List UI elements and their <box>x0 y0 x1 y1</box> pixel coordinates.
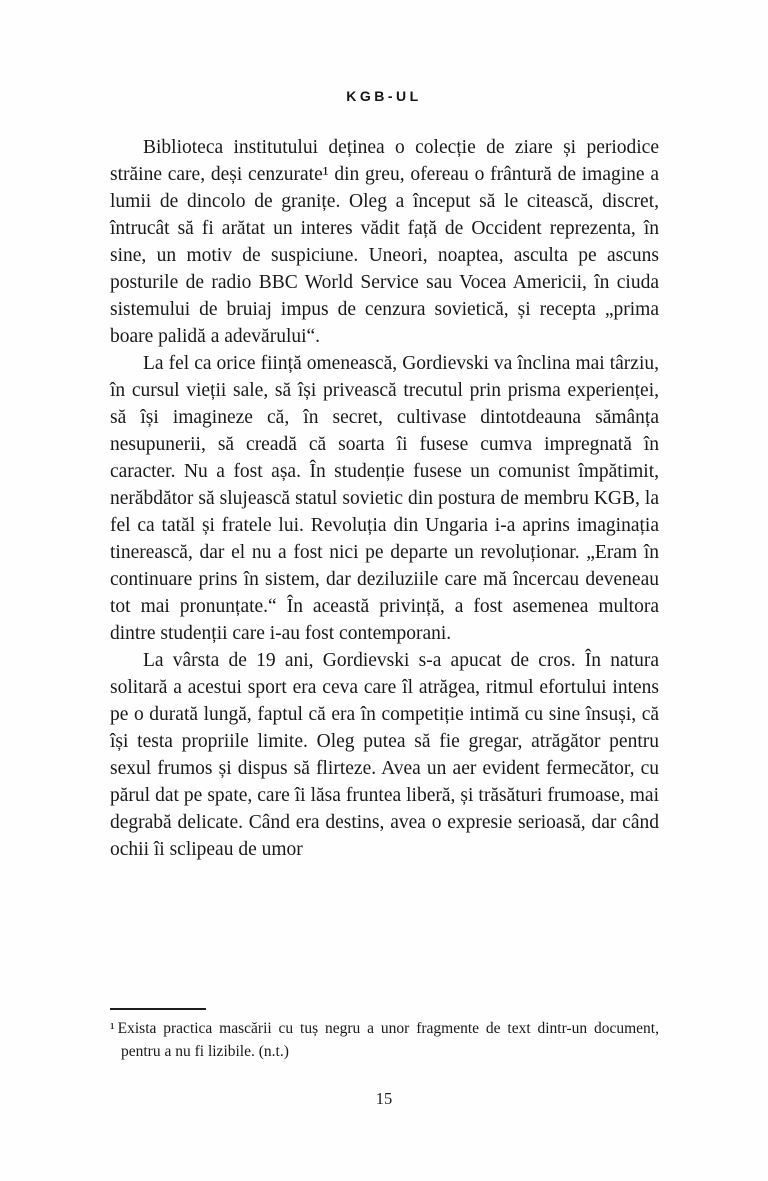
footnote-marker: ¹ <box>110 1020 115 1037</box>
body-text-block <box>110 134 659 863</box>
page-number: 15 <box>375 1089 393 1108</box>
footnote <box>110 1017 659 1063</box>
footnote-area <box>110 1008 659 1063</box>
paragraph: La fel ca orice ființă omenească, Gordievski va înclina mai târziu, în cursul vieții sale, să își privească trecutul prin prisma experienței, să își imagineze că, în secret, cultivase dintotdeauna sămânța nesupunerii, să creadă că soarta îi fusese cumva impregnată în caracter. Nu a fost așa. În studenție fusese un comunist împătimit, nerăbdător să slujească statul sovietic din postura de membru KGB, la fel ca tatăl și fratele lui. Revoluția din Ungaria i-a aprins imaginația tinerească, dar el nu a fost nici pe departe un revoluționar. „Eram în continuare prins în sistem, dar deziluziile care mă încercau deveneau tot mai pronunțate.“ În această privință, a fost asemenea multora dintre studenții care i-au fost contemporani. <box>110 353 659 644</box>
paragraph: Biblioteca institutului deținea o colecție de ziare și periodice străine care, deși cenzurate¹ din greu, ofereau o frântură de imagine a lumii de dincolo de granițe. Oleg a început să le citească, discret, întrucât să fi arătat un interes vădit față de Occident reprezenta, în sine, un motiv de suspiciune. Uneori, noaptea, asculta pe ascuns posturile de radio BBC World Service sau Vocea Americii, în ciuda sistemului de bruiaj impus de cenzura sovietică, și recepta „prima boare palidă a adevărului“. <box>110 137 659 347</box>
paragraph: La vârsta de 19 ani, Gordievski s-a apucat de cros. În natura solitară a acestui sport era ceva care îl atrăgea, ritmul efortului intens pe o durată lungă, faptul că era în competiție intimă cu sine însuși, că își testa propriile limite. Oleg putea să fie gregar, atrăgător pentru sexul frumos și dispus să flirteze. Avea un aer evident fermecător, cu părul dat pe spate, care îi lăsa fruntea liberă, și trăsături frumoase, mai degrabă delicate. Când era destins, avea o expresie serioasă, dar când ochii îi sclipeau de umor <box>110 650 659 860</box>
footnote-divider <box>110 1008 206 1010</box>
running-head: KGB-UL <box>346 88 422 104</box>
footnote-text: Exista practica mascării cu tuș negru a unor fragmente de text dintr-un document, pentru a nu fi lizibile. (n.t.) <box>117 1020 659 1060</box>
